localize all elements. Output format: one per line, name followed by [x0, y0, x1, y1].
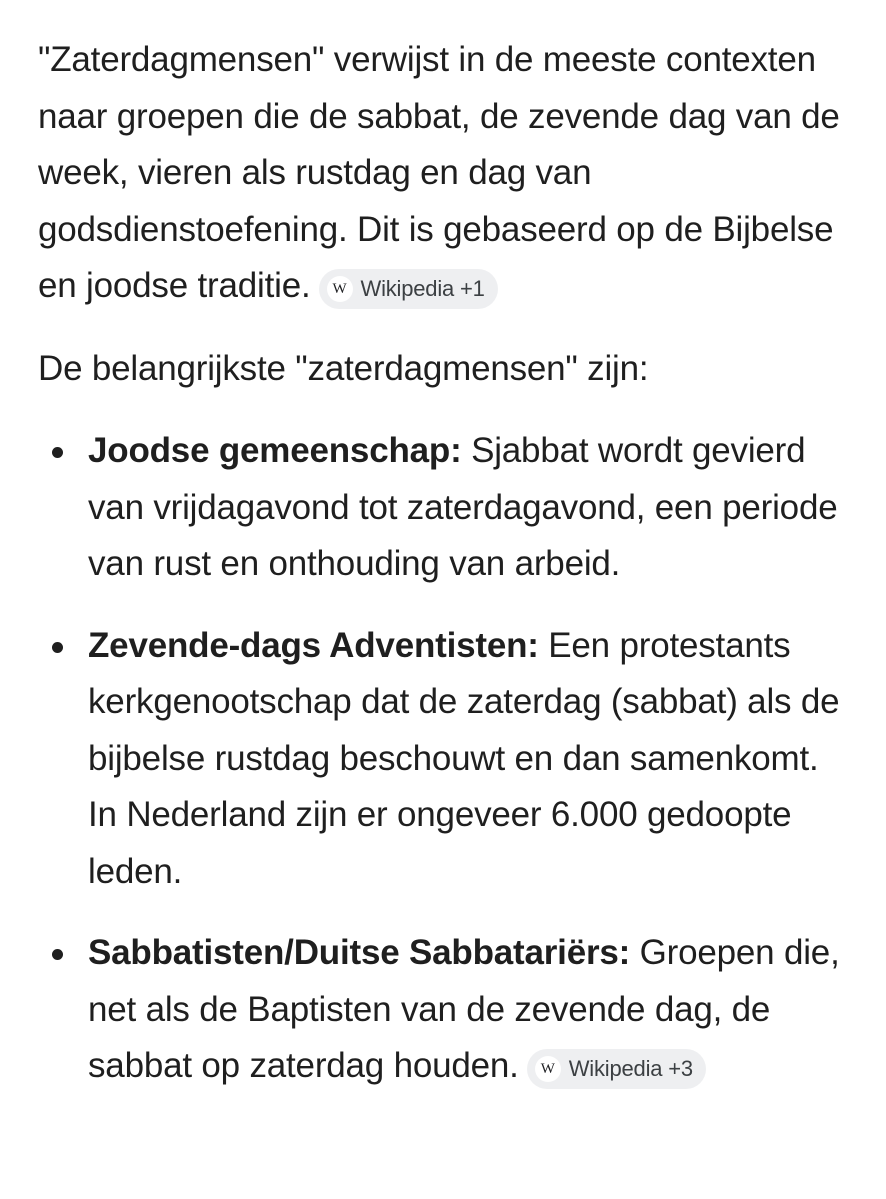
- list-item-title: Sabbatisten/Duitse Sabbatariërs:: [88, 933, 631, 972]
- groups-list: [38, 423, 856, 1095]
- source-chip-sabbatisten[interactable]: [527, 1049, 706, 1089]
- source-chip-label: Wikipedia +3: [568, 1056, 693, 1081]
- bullet-icon: [52, 949, 63, 960]
- list-item-joodse-gemeenschap: [38, 423, 856, 593]
- list-item-title: Zevende-dags Adventisten:: [88, 625, 539, 665]
- list-item-text: Een protestants kerkgenootschap dat de zaterdag (sabbat) als de bijbelse rustdag beschouwt en dan samenkomt. In Nederland zijn er ongeveer 6.000 gedoopte leden.: [88, 625, 840, 891]
- intro-text: "Zaterdagmensen" verwijst in de meeste contexten naar groepen die de sabbat, de zevende dag van de week, vieren als rustdag en dag van godsdienstoefening. Dit is gebaseerd op de Bijbelse en joodse traditie.: [38, 40, 840, 305]
- wikipedia-icon: W: [535, 1056, 561, 1082]
- bullet-icon: [52, 642, 63, 653]
- wikipedia-icon: W: [327, 276, 353, 302]
- source-chip-label: Wikipedia +1: [360, 276, 485, 301]
- list-item-sabbatisten: [38, 925, 856, 1095]
- intro-paragraph: [38, 32, 856, 315]
- list-item-title: Joodse gemeenschap:: [88, 431, 462, 470]
- list-item-text: Groepen die, net als de Baptisten van de zevende dag, de sabbat op zaterdag houden.: [88, 933, 840, 1085]
- bullet-icon: [52, 447, 63, 458]
- source-chip-intro[interactable]: [319, 269, 498, 309]
- list-item-text: Sjabbat wordt gevierd van vrijdagavond tot zaterdagavond, een periode van rust en onthouding van arbeid.: [88, 431, 838, 583]
- list-item-adventisten: [38, 618, 856, 901]
- lead-paragraph: De belangrijkste "zaterdagmensen" zijn:: [38, 348, 649, 388]
